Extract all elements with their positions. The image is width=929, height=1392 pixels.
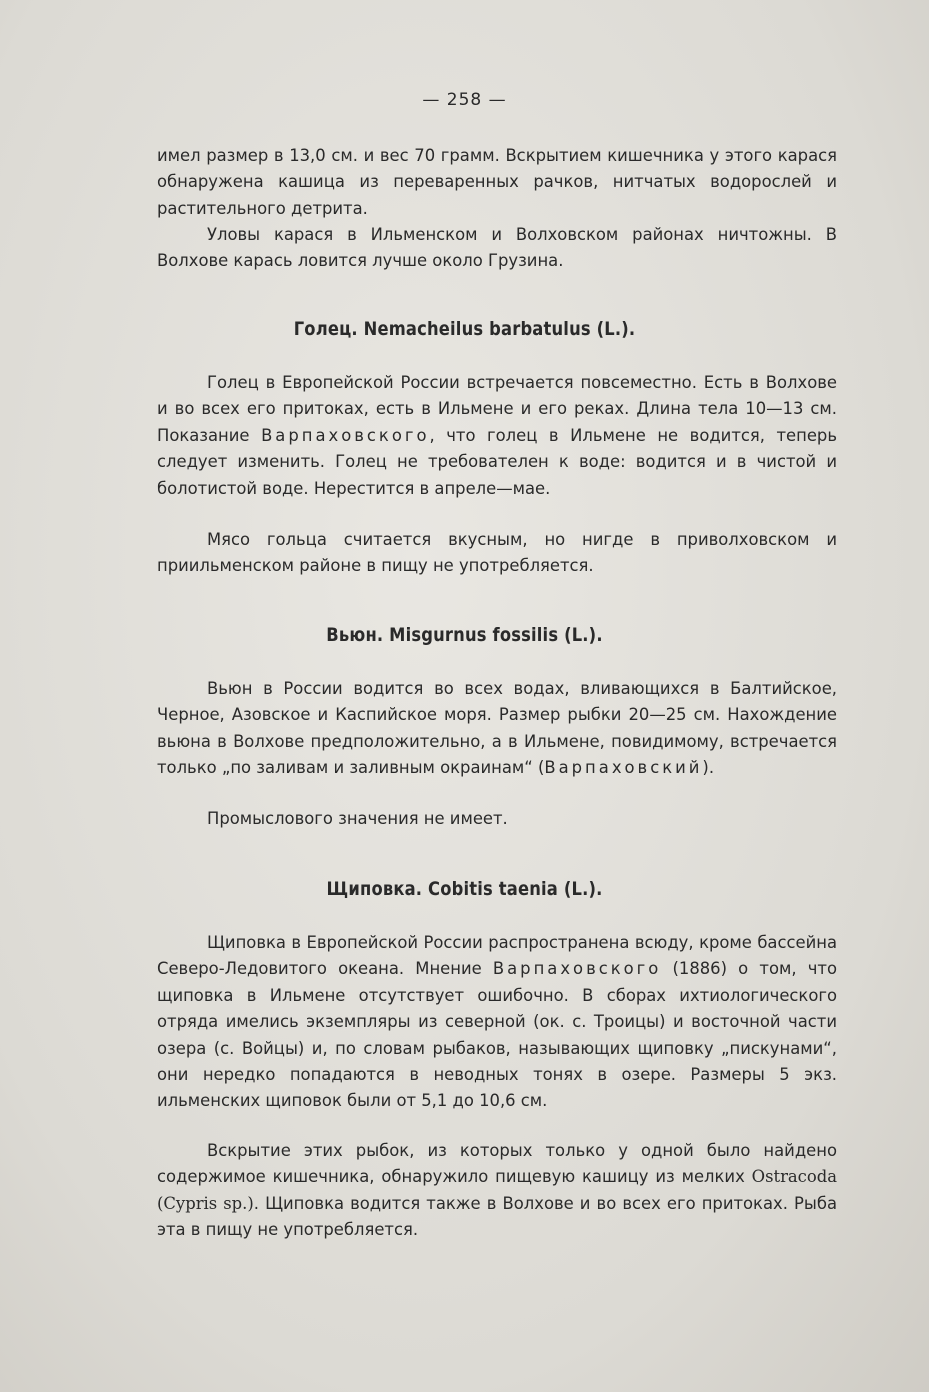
paragraph-golets-distribution xyxy=(157,370,837,502)
author-name: Варпаховского xyxy=(492,959,662,979)
paragraph-shchipovka-text-b: (1886) о том, что щиповка в Ильмене отсутствует ошибочно. В сборах ихтиологического отряда имелись экземпляры из северной (ок. с. Троицы) и восточной части озера (с. Войцы) и, по словам рыбаков, называющих щиповку „пискунами“, они нередко попадаются в неводных тонях в озере. Размеры 5 экз. ильменских щиповок были от 5,1 до 10,6 см. xyxy=(157,959,837,1111)
heading-golets: Голец. Nemacheilus barbatulus (L.). xyxy=(293,318,636,340)
paragraph-shchipovka-text-a: Щиповка в Европейской России распространена всюду, кроме бассейна Северо-Ледовитого океана. Мнение xyxy=(157,933,837,979)
paragraph-shchipovka-diet xyxy=(157,1138,837,1244)
paragraph-carp-continued: имел размер в 13,0 см. и вес 70 грамм. Вскрытием кишечника у этого карася обнаружена кашица из переваренных рачков, нитчатых водорослей и растительного детрита. xyxy=(157,146,837,218)
paragraph-golets-text-b: , что голец в Ильмене не водится, теперь следует изменить. Голец не требователен к воде: водится и в чистой и болотистой воде. Нерестится в апреле—мае. xyxy=(157,425,837,498)
paragraph-vyun-commercial-text: Промыслового значения не имеет. xyxy=(207,809,508,828)
latin-taxon: Ostracoda (Cypris sp.) xyxy=(157,1167,837,1213)
author-name: Варпаховского xyxy=(261,425,430,445)
author-name: Варпаховский xyxy=(544,758,703,778)
paragraph-shchipovka-distribution xyxy=(157,930,837,1115)
paragraph-carp-catches-text: Уловы карася в Ильменском и Волховском районах ничтожны. В Волхове карась ловится лучше около Грузина. xyxy=(157,225,837,271)
heading-vyun: Вьюн. Misgurnus fossilis (L.). xyxy=(326,624,603,646)
paragraph-golets-meat xyxy=(157,527,837,580)
paragraph-vyun-distribution xyxy=(157,676,837,782)
paragraph-golets-text-a: Голец в Европейской России встречается повсеместно. Есть в Волхове и во всех его притоках, есть в Ильмене и его реках. Длина тела 10—13 см. Показание xyxy=(157,373,837,445)
paragraph-carp-catches xyxy=(157,222,837,275)
paragraph-golets-meat-text: Мясо гольца считается вкусным, но нигде в приволховском и приильменском районе в пищу не употребляется. xyxy=(157,530,837,576)
heading-shchipovka: Щиповка. Cobitis taenia (L.). xyxy=(326,878,603,900)
paragraph-shchipovka-diet-text-a: Вскрытие этих рыбок, из которых только у одной было найдено содержимое кишечника, обнаружило пищевую кашицу из мелких xyxy=(157,1141,837,1187)
paragraph-vyun-text-b: ). xyxy=(702,758,715,778)
paragraph-shchipovka-diet-text-b: . Щиповка водится также в Волхове и во всех его притоках. Рыба эта в пищу не употребляется. xyxy=(157,1193,837,1240)
paragraph-vyun-commercial xyxy=(157,806,837,832)
paragraph-vyun-text-a: Вьюн в России водится во всех водах, вливающихся в Балтийское, Черное, Азовское и Каспийское моря. Размер рыбки 20—25 см. Нахождение вьюна в Волхове предположительно, а в Ильмене, повидимому, встречается только „по заливам и заливным окраинам“ ( xyxy=(157,679,837,778)
page-number: — 258 — xyxy=(422,90,507,110)
